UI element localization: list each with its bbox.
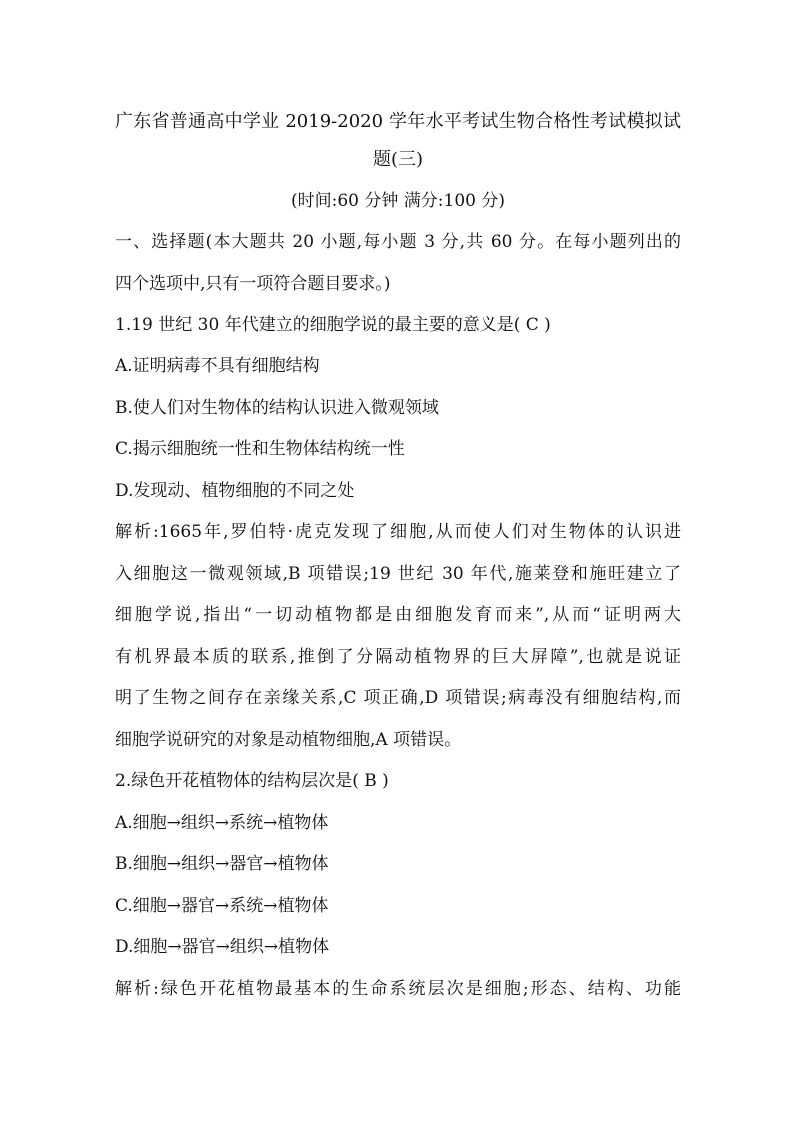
- question-1-option-c: C.揭示细胞统一性和生物体结构统一性: [115, 439, 405, 459]
- section-heading-line-1: 一、选择题(本大题共 20 小题,每小题 3 分,共 60 分。在每小题列出的: [115, 232, 681, 252]
- question-2-analysis-line-1: 解析:绿色开花植物最基本的生命系统层次是细胞;形态、结构、功能: [115, 979, 681, 999]
- question-1-analysis-line-3: 细胞学说,指出“一切动植物都是由细胞发育而来”,从而“证明两大: [115, 605, 681, 625]
- question-2-option-d: D.细胞→器官→组织→植物体: [115, 937, 330, 957]
- question-2-option-b: B.细胞→组织→器官→植物体: [115, 854, 329, 874]
- question-1-analysis-line-5: 明了生物之间存在亲缘关系,C 项正确,D 项错误;病毒没有细胞结构,而: [115, 688, 681, 708]
- section-heading-line-2: 四个选项中,只有一项符合题目要求。): [115, 274, 391, 294]
- question-1-analysis-line-4: 有机界最本质的联系,推倒了分隔动植物界的巨大屏障”,也就是说证: [115, 647, 681, 667]
- question-1-option-a: A.证明病毒不具有细胞结构: [115, 356, 320, 376]
- question-1-analysis-line-2: 入细胞这一微观领域,B 项错误;19 世纪 30 年代,施莱登和施旺建立了: [115, 564, 681, 584]
- exam-meta: (时间:60 分钟 满分:100 分): [290, 191, 505, 211]
- title-line-2: 题(三): [372, 149, 424, 170]
- question-1-option-b: B.使人们对生物体的结构认识进入微观领域: [115, 398, 439, 418]
- question-2-stem: 2.绿色开花植物体的结构层次是( B ): [115, 771, 389, 791]
- question-1-analysis-line-6: 细胞学说研究的对象是动植物细胞,A 项错误。: [115, 730, 462, 750]
- title-line-1: 广东省普通高中学业 2019-2020 学年水平考试生物合格性考试模拟试: [115, 111, 681, 132]
- question-2-option-a: A.细胞→组织→系统→植物体: [115, 813, 329, 833]
- question-1-stem: 1.19 世纪 30 年代建立的细胞学说的最主要的意义是( C ): [115, 315, 551, 335]
- question-1-option-d: D.发现动、植物细胞的不同之处: [115, 481, 355, 501]
- question-1-analysis-line-1: 解析:1665年,罗伯特·虎克发现了细胞,从而使人们对生物体的认识进: [115, 522, 681, 542]
- question-2-option-c: C.细胞→器官→系统→植物体: [115, 896, 329, 916]
